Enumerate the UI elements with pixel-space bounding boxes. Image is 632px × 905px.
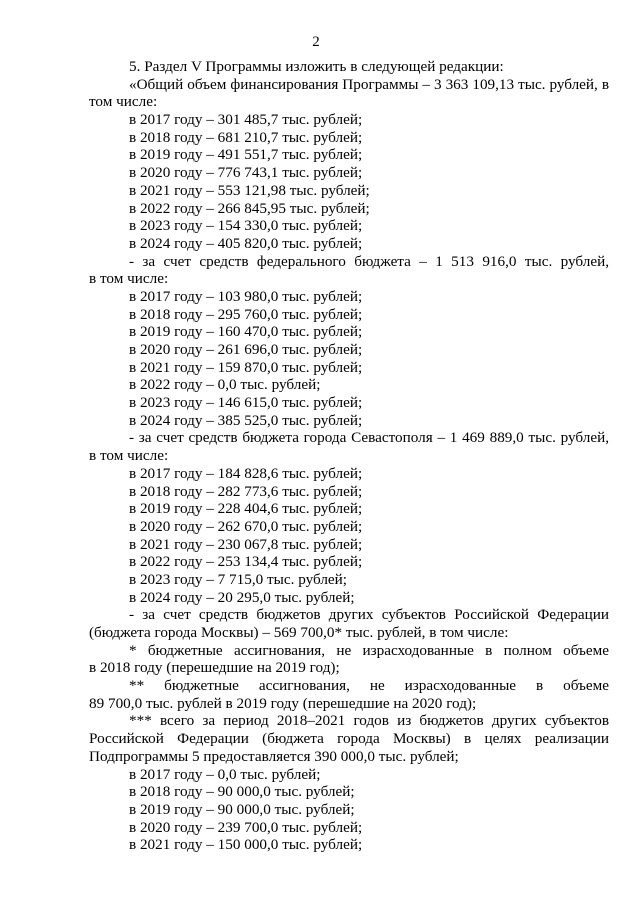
footnote-1-continuation: в 2018 году (перешедшие на 2019 год); xyxy=(89,659,340,677)
footnote-2-line: ** бюджетные ассигнования, не израсходованные в объеме xyxy=(129,677,609,695)
other-year-2017: в 2017 году – 0,0 тыс. рублей; xyxy=(129,765,321,783)
footnote-3-continuation: Российской Федерации (бюджета города Москвы) в целях реализации xyxy=(89,730,609,748)
total-year-2023: в 2023 году – 154 330,0 тыс. рублей; xyxy=(129,217,363,235)
sevastopol-year-2017: в 2017 году – 184 828,6 тыс. рублей; xyxy=(129,464,363,482)
other-year-2021: в 2021 году – 150 000,0 тыс. рублей; xyxy=(129,836,363,854)
federal-year-2024: в 2024 году – 385 525,0 тыс. рублей; xyxy=(129,411,363,429)
sevastopol-funding-continuation: в том числе: xyxy=(89,447,169,465)
total-year-2024: в 2024 году – 405 820,0 тыс. рублей; xyxy=(129,234,363,252)
sevastopol-year-2022: в 2022 году – 253 134,4 тыс. рублей; xyxy=(129,553,363,571)
federal-funding-continuation: в том числе: xyxy=(89,270,169,288)
footnote-3-line: *** всего за период 2018–2021 годов из бюджетов других субъектов xyxy=(129,712,609,730)
sevastopol-year-2024: в 2024 году – 20 295,0 тыс. рублей; xyxy=(129,588,355,606)
federal-year-2017: в 2017 году – 103 980,0 тыс. рублей; xyxy=(129,287,363,305)
sevastopol-year-2018: в 2018 году – 282 773,6 тыс. рублей; xyxy=(129,482,363,500)
total-funding-line: «Общий объем финансирования Программы – 3 363 109,13 тыс. рублей, в xyxy=(129,75,609,93)
federal-year-2020: в 2020 году – 261 696,0 тыс. рублей; xyxy=(129,341,363,358)
federal-year-2023: в 2023 году – 146 615,0 тыс. рублей; xyxy=(129,394,363,412)
total-year-2021: в 2021 году – 553 121,98 тыс. рублей; xyxy=(129,181,370,199)
federal-year-2018: в 2018 году – 295 760,0 тыс. рублей; xyxy=(129,305,363,323)
federal-year-2019: в 2019 году – 160 470,0 тыс. рублей; xyxy=(129,323,363,341)
total-year-2020: в 2020 году – 776 743,1 тыс. рублей; xyxy=(129,164,363,182)
sevastopol-year-2019: в 2019 году – 228 404,6 тыс. рублей; xyxy=(129,500,363,518)
footnote-1-line: * бюджетные ассигнования, не израсходованные в полном объеме xyxy=(129,641,609,659)
other-subjects-funding-continuation: (бюджета города Москвы) – 569 700,0* тыс. рублей, в том числе: xyxy=(89,624,509,641)
other-year-2019: в 2019 году – 90 000,0 тыс. рублей; xyxy=(129,800,355,818)
other-year-2018: в 2018 году – 90 000,0 тыс. рублей; xyxy=(129,783,355,801)
document-body xyxy=(89,58,609,854)
sevastopol-funding-line: - за счет средств бюджета города Севастополя – 1 469 889,0 тыс. рублей, xyxy=(129,429,609,447)
federal-funding-line: - за счет средств федерального бюджета – 1 513 916,0 тыс. рублей, xyxy=(129,252,609,270)
other-subjects-funding-line: - за счет средств бюджетов других субъектов Российской Федерации xyxy=(129,606,609,624)
total-funding-continuation: том числе: xyxy=(89,93,158,111)
page-number: 2 xyxy=(312,34,320,50)
federal-year-2022: в 2022 году – 0,0 тыс. рублей; xyxy=(129,376,321,394)
sevastopol-year-2023: в 2023 году – 7 715,0 тыс. рублей; xyxy=(129,570,347,588)
total-year-2022: в 2022 году – 266 845,95 тыс. рублей; xyxy=(129,199,370,217)
sevastopol-year-2020: в 2020 году – 262 670,0 тыс. рублей; xyxy=(129,517,363,535)
sevastopol-year-2021: в 2021 году – 230 067,8 тыс. рублей; xyxy=(129,535,363,553)
footnote-2-continuation: 89 700,0 тыс. рублей в 2019 году (перешедшие на 2020 год); xyxy=(89,694,477,712)
footnote-3-final: Подпрограммы 5 предоставляется 390 000,0 тыс. рублей; xyxy=(89,747,459,765)
total-year-2019: в 2019 году – 491 551,7 тыс. рублей; xyxy=(129,146,363,164)
total-year-2018: в 2018 году – 681 210,7 тыс. рублей; xyxy=(129,128,363,146)
total-year-2017: в 2017 году – 301 485,7 тыс. рублей; xyxy=(129,111,363,129)
section-heading: 5. Раздел V Программы изложить в следующей редакции: xyxy=(129,58,504,75)
other-year-2020: в 2020 году – 239 700,0 тыс. рублей; xyxy=(129,818,363,836)
federal-year-2021: в 2021 году – 159 870,0 тыс. рублей; xyxy=(129,358,363,376)
